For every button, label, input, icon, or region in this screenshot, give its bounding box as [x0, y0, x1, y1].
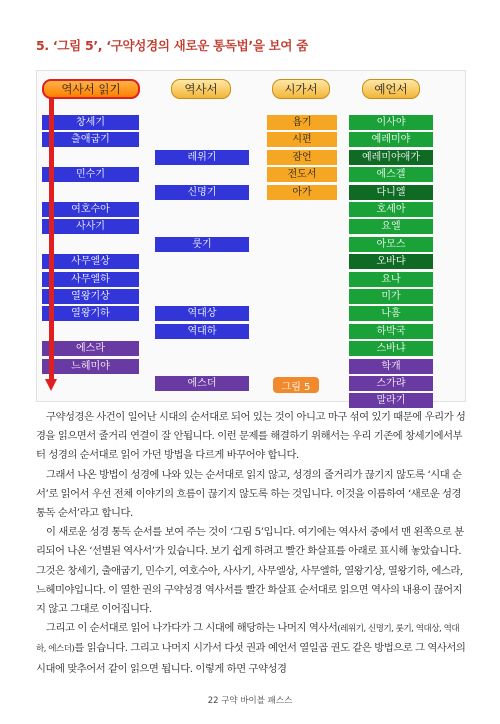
- bible-reading-order-figure: [36, 70, 466, 407]
- paragraph-4: 그리고 이 순서대로 읽어 나가다가 그 시대에 해당하는 나머지 역사서(레위기, 신명기, 룻기, 역대상, 역대하, 에스더)를 읽습니다. 그리고 나머지 시가서 다섯 권과 예언서 열일곱 권도 같은 방법으로 그 역사서의 시대에 맞추어서 같이 읽으면 됩니다. 이렇게 하면 구약성경: [36, 622, 466, 675]
- history-reading-box: 민수기: [42, 167, 139, 182]
- history-box: 레위기: [155, 150, 249, 165]
- prophet-box: 학개: [349, 359, 433, 374]
- prophet-box: 이사야: [349, 115, 433, 130]
- history-reading-box: 느헤미야: [42, 359, 139, 374]
- prophet-box: 요나: [349, 272, 433, 287]
- prophet-box: 하박국: [349, 324, 433, 339]
- history-box: 신명기: [155, 185, 249, 200]
- history-reading-box: 열왕기상: [42, 289, 139, 304]
- red-arrow-shaft: [49, 97, 54, 383]
- prophet-box: 에스겔: [349, 167, 433, 182]
- history-reading-box: 출애굽기: [42, 132, 139, 147]
- figure-label: 그림 5: [273, 377, 319, 393]
- prophet-box: 미가: [349, 289, 433, 304]
- history-reading-box: 사무엘상: [42, 254, 139, 269]
- prophet-box: 오바댜: [349, 254, 433, 269]
- poetry-box: 전도서: [267, 167, 337, 182]
- prophet-box: 요엘: [349, 219, 433, 234]
- prophet-box: 나훔: [349, 306, 433, 321]
- history-reading-box: 여호수아: [42, 202, 139, 217]
- body-text: [36, 408, 466, 679]
- history-box: 역대하: [155, 324, 249, 339]
- history-reading-box: 창세기: [42, 115, 139, 130]
- history-reading-box: 사무엘하: [42, 272, 139, 287]
- prophet-box: 호세아: [349, 202, 433, 217]
- header-poetry: 시가서: [272, 79, 330, 99]
- prophet-box: 아모스: [349, 237, 433, 252]
- red-arrow-head: [45, 379, 57, 391]
- paragraph-2: 그래서 나온 방법이 성경에 나와 있는 순서대로 읽지 않고, 성경의 줄거리가 끊기지 않도록 ‘시대 순서’로 읽어서 우선 전체 이야기의 흐름이 끊기지 않도록 하는 것입니다. 이것을 이름하여 ‘새로운 성경 통독 순서’라고 합니다.: [36, 468, 462, 520]
- header-prophets: 예언서: [362, 79, 420, 99]
- history-reading-box: 열왕기하: [42, 306, 139, 321]
- header-history: 역사서: [171, 79, 231, 99]
- history-reading-box: 에스라: [42, 341, 139, 356]
- paragraph-3: 이 새로운 성경 통독 순서를 보여 주는 것이 ‘그림 5’입니다. 여기에는 역사서 중에서 맨 왼쪽으로 분리되어 나온 ‘선별된 역사서’가 있습니다. 보기 쉽게 하려고 빨간 화살표를 아래로 표시해 놓았습니다. 그것은 창세기, 출애굽기, 민수기, 여호수아, 사사기, 사무엘상, 사무엘하, 열왕기상, 열왕기하, 에스라, 느헤미야입니다. 이 열한 권의 구약성경 역사서를 빨간 화살표 순서대로 읽으면 역사의 내용이 끊어지지 않고 그대로 이어집니다.: [36, 526, 464, 616]
- poetry-box: 욥기: [267, 115, 337, 130]
- history-box: 에스더: [155, 376, 249, 391]
- prophet-box: 말라기: [349, 393, 433, 408]
- prophet-box: 예레미야애가: [349, 150, 433, 165]
- prophet-box: 다니엘: [349, 185, 433, 200]
- paragraph-1: 구약성경은 사건이 일어난 시대의 순서대로 되어 있는 것이 아니고 마구 섞여 있기 때문에 우리가 성경을 읽으면서 줄거리 연결이 잘 안됩니다. 이런 문제를 해결하기 위해서는 우리 기존에 창세기에서부터 성경의 순서대로 읽어 가던 방법을 다르게 바꾸어야 합니다.: [36, 411, 466, 462]
- history-reading-box: 사사기: [42, 219, 139, 234]
- history-box: 역대상: [155, 306, 249, 321]
- poetry-box: 잠언: [267, 150, 337, 165]
- page-footer: 22 구약 바이블 패스스: [207, 696, 293, 706]
- poetry-box: 시편: [267, 132, 337, 147]
- header-history-reading: 역사서 읽기: [42, 79, 140, 99]
- history-box: 룻기: [155, 237, 249, 252]
- section-heading: 5. ‘그림 5’, ‘구약성경의 새로운 통독법’을 보여 줌: [36, 38, 309, 53]
- prophet-box: 스바냐: [349, 341, 433, 356]
- prophet-box: 예레미야: [349, 132, 433, 147]
- prophet-box: 스가랴: [349, 376, 433, 391]
- poetry-box: 아가: [267, 185, 337, 200]
